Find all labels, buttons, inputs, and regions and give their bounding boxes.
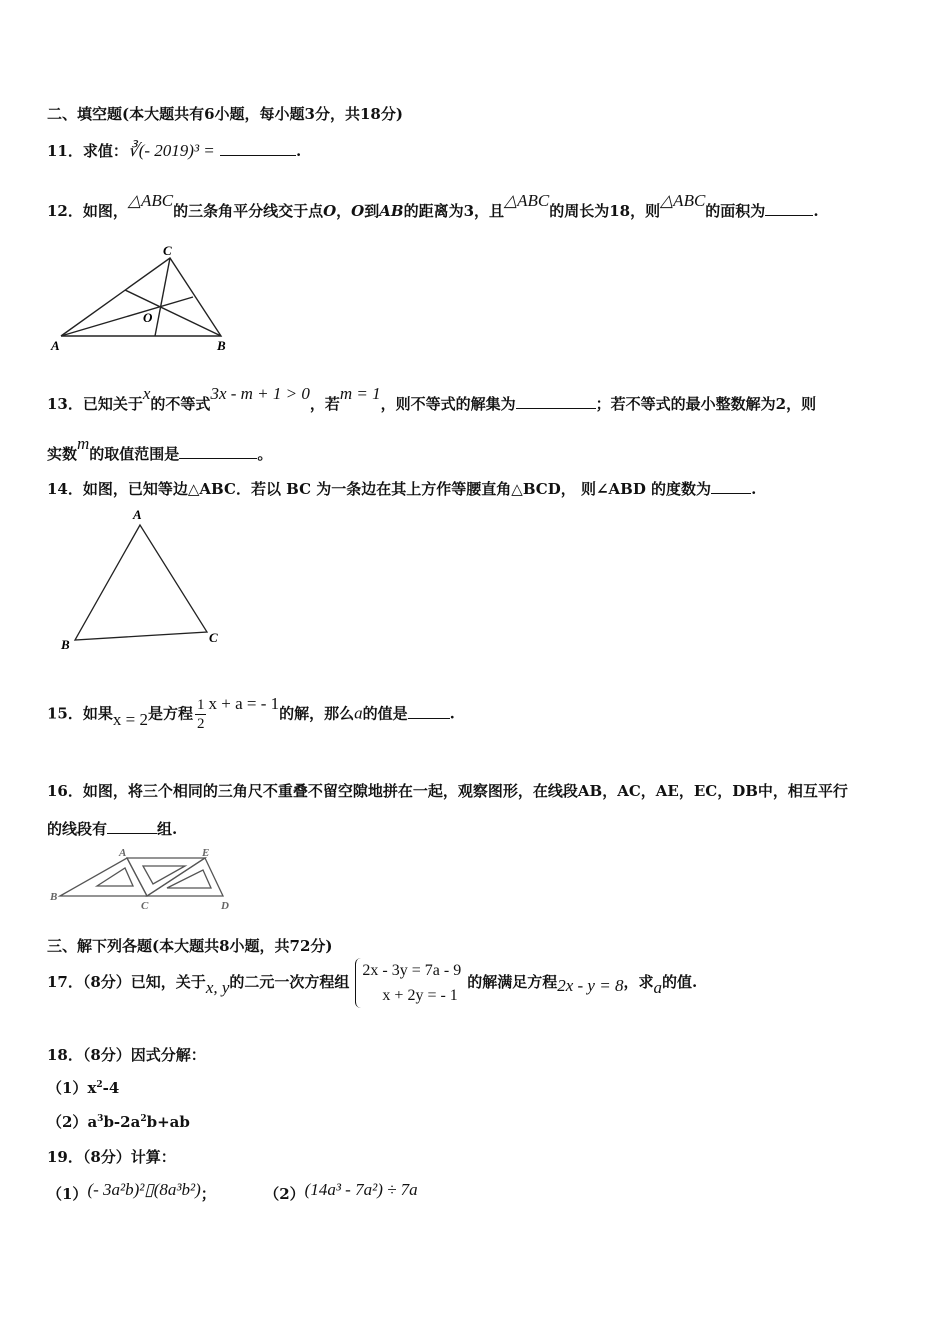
question-12-text-3: 的距离为3，且 bbox=[403, 202, 505, 220]
figure-16-label-e: E bbox=[202, 847, 210, 859]
equation-system bbox=[355, 958, 461, 1008]
question-16-end: 组. bbox=[157, 820, 178, 838]
question-17-text-2: 的解满足方程 bbox=[467, 973, 558, 991]
part-2-exponent-2: 2 bbox=[140, 1114, 147, 1124]
question-17-number: 17．（8分）已知，关于 bbox=[47, 973, 206, 991]
question-12 bbox=[47, 191, 819, 221]
figure-16-label-b: B bbox=[50, 891, 58, 903]
question-17-text-4: 的值. bbox=[661, 973, 698, 991]
question-18-heading: 18．（8分）因式分解： bbox=[47, 1046, 206, 1064]
question-18-part-1 bbox=[47, 1077, 119, 1098]
figure-16-set-squares bbox=[45, 846, 240, 914]
question-11-end: . bbox=[296, 142, 302, 160]
x-equals-2: x = 2 bbox=[112, 709, 148, 729]
q19-part-1-expression: (- 3a²b)²▯(8a³b²) bbox=[87, 1180, 201, 1199]
question-15-text-1: 是方程 bbox=[147, 704, 193, 723]
question-12-end: . bbox=[813, 202, 819, 220]
question-17-text-1: 的二元一次方程组 bbox=[229, 973, 350, 991]
equation-rhs: x + a = - 1 bbox=[208, 693, 280, 713]
q19-part-2-expression: (14a³ - 7a²) ÷ 7a bbox=[304, 1180, 418, 1199]
answer-blank bbox=[516, 394, 596, 409]
question-15 bbox=[47, 693, 455, 733]
answer-blank bbox=[408, 704, 450, 719]
question-14 bbox=[47, 478, 756, 499]
question-13-end: 。 bbox=[257, 445, 273, 463]
answer-blank bbox=[765, 201, 813, 216]
triangle-abc-3: △ABC bbox=[660, 191, 706, 210]
figure-14-label-a: A bbox=[133, 507, 142, 522]
point-o-2: O bbox=[351, 202, 365, 220]
question-12-text-1: 的三条角平分线交于点 bbox=[173, 202, 324, 220]
part-1-label: （1） bbox=[47, 1079, 88, 1097]
figure-12-triangle-bisectors bbox=[45, 240, 245, 358]
q19-part-1-end: ； bbox=[200, 1185, 216, 1203]
figure-14-equilateral-triangle bbox=[55, 505, 235, 655]
part-2-term-c: b+ab bbox=[146, 1113, 190, 1131]
question-13-line-1 bbox=[47, 384, 817, 414]
question-19-heading: 19．（8分）计算： bbox=[47, 1148, 176, 1166]
question-12-number: 12．如图， bbox=[47, 202, 128, 220]
part-2-exponent-1: 3 bbox=[97, 1114, 104, 1124]
variables-x-y: x, y bbox=[205, 978, 230, 997]
question-15-number: 15．如果 bbox=[47, 704, 113, 723]
point-o: O bbox=[323, 202, 337, 220]
question-12-text-4: 的周长为18，则 bbox=[549, 202, 661, 220]
question-12-text-2: 到 bbox=[364, 202, 380, 220]
figure-12-label-c: C bbox=[163, 243, 172, 258]
question-15-text-2: 的解，那么 bbox=[279, 704, 355, 723]
question-17-text-3: ，求 bbox=[623, 973, 654, 991]
question-11-number: 11．求值： bbox=[47, 142, 128, 160]
segment-ab: AB bbox=[379, 202, 404, 220]
answer-blank bbox=[711, 479, 751, 494]
variable-m: m bbox=[77, 434, 90, 453]
triangle-abc-2: △ABC bbox=[504, 191, 550, 210]
fraction-denominator: 2 bbox=[196, 716, 205, 732]
question-18-part-2 bbox=[47, 1111, 190, 1132]
q19-part-1-label: （1） bbox=[47, 1185, 88, 1203]
answer-blank bbox=[220, 141, 296, 156]
m-equals-1: m = 1 bbox=[339, 384, 381, 403]
triangle-abc-1: △ABC bbox=[127, 191, 174, 210]
question-15-text-3: 的值是 bbox=[362, 704, 408, 723]
system-equation-2: x + 2y = - 1 bbox=[382, 987, 458, 1004]
answer-blank bbox=[179, 444, 257, 459]
answer-blank bbox=[107, 819, 157, 834]
figure-12-label-a: A bbox=[51, 338, 60, 353]
q19-part-2-label: （2） bbox=[264, 1185, 305, 1203]
inequality: 3x - m + 1 > 0 bbox=[210, 384, 310, 403]
question-11 bbox=[47, 140, 301, 161]
question-13-text-1: 的不等式 bbox=[150, 395, 211, 413]
part-1-term-a: x bbox=[87, 1079, 97, 1097]
fraction-one-half bbox=[195, 696, 207, 733]
question-19-parts bbox=[47, 1180, 418, 1204]
part-2-term-a: a bbox=[87, 1113, 98, 1131]
question-13-number: 13．已知关于 bbox=[47, 395, 143, 413]
question-12-text-5: 的面积为 bbox=[705, 202, 766, 220]
question-14-text: 14．如图，已知等边△ABC．若以 BC 为一条边在其上方作等腰直角△BCD， 则∠ABD 的度数为 bbox=[47, 480, 712, 498]
variable-a-17: a bbox=[653, 978, 662, 997]
equation-2x-y-8: 2x - y = 8 bbox=[557, 976, 624, 995]
figure-16-label-d: D bbox=[221, 900, 229, 912]
part-2-label: （2） bbox=[47, 1113, 88, 1131]
figure-12-label-o: O bbox=[143, 310, 153, 325]
section-2-heading: 二、填空题(本大题共有6小题，每小题3分，共18分) bbox=[47, 105, 403, 123]
fraction-numerator: 1 bbox=[196, 697, 205, 713]
section-3-heading: 三、解下列各题(本大题共8小题，共72分) bbox=[47, 937, 333, 955]
question-16-line-2 bbox=[47, 818, 177, 839]
figure-14-label-b: B bbox=[61, 637, 70, 652]
part-1-term-b: -4 bbox=[102, 1079, 120, 1097]
figure-16-label-a: A bbox=[119, 847, 127, 859]
figure-12-label-b: B bbox=[217, 338, 226, 353]
variable-a: a bbox=[354, 703, 363, 723]
question-13-text-5: 实数 bbox=[47, 445, 78, 463]
question-13-text-4: ；若不等式的最小整数解为2，则 bbox=[595, 395, 817, 413]
question-12-comma: ， bbox=[336, 202, 352, 220]
question-16-text: 的线段有 bbox=[47, 820, 108, 838]
part-1-exponent: 2 bbox=[96, 1080, 103, 1090]
system-equation-1: 2x - 3y = 7a - 9 bbox=[362, 962, 462, 979]
figure-14-label-c: C bbox=[209, 630, 218, 645]
question-15-end: . bbox=[449, 704, 455, 723]
figure-16-label-c: C bbox=[141, 900, 149, 912]
question-13-text-3: ，则不等式的解集为 bbox=[380, 395, 516, 413]
question-11-expression: ∛(- 2019)³ = bbox=[127, 141, 215, 160]
question-13-line-2 bbox=[47, 434, 273, 464]
question-13-text-2: ，若 bbox=[309, 395, 340, 413]
variable-x: x bbox=[142, 384, 151, 403]
part-2-term-b: b-2a bbox=[103, 1113, 141, 1131]
question-14-end: . bbox=[751, 480, 757, 498]
question-16-line-1: 16．如图，将三个相同的三角尺不重叠不留空隙地拼在一起，观察图形，在线段AB，AC，AE，EC，DB中，相互平行 bbox=[47, 782, 848, 800]
question-13-text-6: 的取值范围是 bbox=[89, 445, 180, 463]
question-17 bbox=[47, 958, 697, 1008]
